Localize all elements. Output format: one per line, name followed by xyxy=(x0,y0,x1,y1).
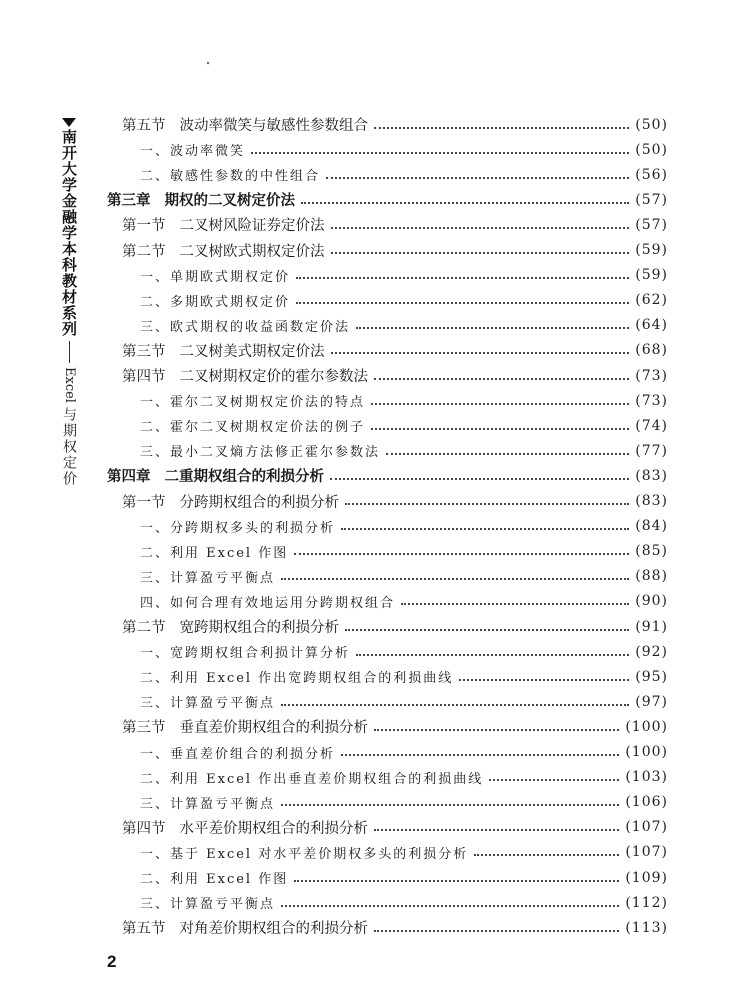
book-title xyxy=(59,367,79,487)
toc-entry-title: 二、霍尔二叉树期权定价法的例子 xyxy=(140,420,366,436)
running-header-vertical xyxy=(57,118,81,487)
dot-leader xyxy=(374,127,629,129)
toc-entry-sub[interactable] xyxy=(140,514,668,539)
toc-entry-page: (109) xyxy=(625,869,668,886)
toc-entry-title: 一、分跨期权多头的利损分析 xyxy=(140,520,336,536)
toc-entry-label xyxy=(140,567,275,586)
toc-entry-label xyxy=(122,340,325,361)
toc-entry-page: (100) xyxy=(625,718,668,735)
toc-entry-label xyxy=(140,667,453,686)
toc-entry-label xyxy=(140,592,395,611)
toc-entry-number: 第五节 xyxy=(122,921,166,938)
toc-entry-number: 第三章 xyxy=(107,193,151,210)
series-title: 南开大学金融学本科教材系列 xyxy=(60,129,78,337)
toc-entry-title: 一、波动率微笑 xyxy=(140,144,246,160)
dot-leader xyxy=(489,779,619,781)
toc-entry-title: 四、如何合理有效地运用分跨期权组合 xyxy=(140,595,396,611)
toc-entry-sub[interactable] xyxy=(140,639,668,664)
toc-entry-sub[interactable] xyxy=(140,539,668,564)
toc-entry-title: 波动率微笑与敏感性参数组合 xyxy=(179,118,368,134)
toc-entry-label xyxy=(140,517,335,536)
toc-entry-section[interactable] xyxy=(122,212,668,237)
toc-entry-title: 一、霍尔二叉树期权定价法的特点 xyxy=(140,395,366,411)
toc-entry-sub[interactable] xyxy=(140,162,668,187)
toc-entry-label xyxy=(122,817,368,838)
page-number: 2 xyxy=(107,952,117,971)
toc-entry-label xyxy=(140,893,275,912)
toc-entry-page: (97) xyxy=(635,693,668,710)
toc-entry-label xyxy=(140,542,288,561)
toc-entry-title: 一、宽跨期权组合利损计算分析 xyxy=(140,646,351,662)
dot-leader xyxy=(386,453,629,455)
dot-leader xyxy=(374,729,619,731)
toc-entry-sub[interactable] xyxy=(140,388,668,413)
toc-entry-page: (92) xyxy=(635,643,668,660)
toc-entry-label xyxy=(140,316,350,335)
toc-entry-sub[interactable] xyxy=(140,313,668,338)
dot-leader xyxy=(341,754,619,756)
toc-entry-number: 第三节 xyxy=(122,720,166,737)
toc-entry-chapter[interactable] xyxy=(107,463,668,488)
toc-entry-number: 第一节 xyxy=(122,218,166,235)
toc-entry-label xyxy=(140,868,288,887)
dot-leader xyxy=(281,804,619,806)
toc-entry-label xyxy=(122,240,325,261)
toc-entry-section[interactable] xyxy=(122,363,668,388)
dot-leader xyxy=(296,302,629,304)
dot-leader xyxy=(356,327,629,329)
toc-entry-page: (73) xyxy=(635,392,668,409)
toc-entry-title: 二、利用 Excel 作出垂直差价期权组合的利损曲线 xyxy=(140,771,484,787)
toc-entry-label xyxy=(140,843,468,862)
toc-entry-title: 三、计算盈亏平衡点 xyxy=(140,570,276,586)
toc-entry-label xyxy=(140,642,350,661)
toc-entry-label xyxy=(140,692,275,711)
toc-entry-section[interactable] xyxy=(122,714,668,739)
toc-entry-page: (57) xyxy=(635,191,668,208)
dot-leader xyxy=(294,880,619,882)
toc-entry-title: 二、多期欧式期权定价 xyxy=(140,294,291,310)
toc-entry-page: (113) xyxy=(625,919,668,936)
toc-entry-title: 分跨期权组合的利损分析 xyxy=(179,494,339,511)
toc-entry-label xyxy=(122,491,339,512)
toc-entry-title: 二、利用 Excel 作图 xyxy=(140,545,289,561)
toc-entry-label xyxy=(140,391,365,410)
toc-entry-page: (77) xyxy=(635,442,668,459)
toc-entry-title: 期权的二叉树定价法 xyxy=(164,193,295,210)
dot-leader xyxy=(331,352,630,354)
toc-entry-sub[interactable] xyxy=(140,689,668,714)
toc-entry-label xyxy=(140,743,335,762)
toc-entry-label xyxy=(122,365,368,386)
toc-entry-page: (50) xyxy=(635,116,668,133)
toc-entry-page: (103) xyxy=(625,769,668,786)
toc-entry-page: (107) xyxy=(625,844,668,861)
toc-entry-title: 二重期权组合的利损分析 xyxy=(164,469,324,486)
toc-entry-page: (59) xyxy=(635,242,668,258)
toc-entry-page: (68) xyxy=(635,342,668,359)
toc-entry-number: 第二节 xyxy=(122,620,166,636)
toc-entry-sub[interactable] xyxy=(140,740,668,765)
toc-entry-label xyxy=(122,716,368,737)
dot-leader xyxy=(374,829,619,831)
toc-entry-title: 二、敏感性参数的中性组合 xyxy=(140,169,321,185)
toc-entry-label xyxy=(140,291,290,310)
toc-entry-title: 二、利用 Excel 作出宽跨期权组合的利损曲线 xyxy=(140,671,454,687)
toc-entry-page: (91) xyxy=(635,618,668,635)
toc-entry-page: (85) xyxy=(635,543,668,560)
toc-entry-section[interactable] xyxy=(122,489,668,514)
toc-entry-sub[interactable] xyxy=(140,890,668,915)
toc-entry-section[interactable] xyxy=(122,815,668,840)
toc-entry-page: (56) xyxy=(635,166,668,183)
dot-leader xyxy=(331,227,630,229)
toc-entry-sub[interactable] xyxy=(140,840,668,865)
toc-entry-label xyxy=(140,140,245,159)
toc-entry-page: (100) xyxy=(625,744,668,760)
toc-entry-section[interactable] xyxy=(122,238,668,263)
toc-entry-title: 垂直差价期权组合的利损分析 xyxy=(179,720,368,737)
toc-entry-sub[interactable] xyxy=(140,263,668,288)
toc-entry-sub[interactable] xyxy=(140,564,668,589)
dot-leader xyxy=(459,679,629,681)
toc-entry-title: 三、计算盈亏平衡点 xyxy=(140,796,276,812)
toc-entry-label xyxy=(140,165,320,184)
dot-leader xyxy=(374,378,629,380)
toc-entry-title: 二叉树期权定价的霍尔参数法 xyxy=(179,369,368,385)
dot-leader xyxy=(326,177,629,179)
toc-entry-page: (107) xyxy=(625,819,668,836)
toc-entry-sub[interactable] xyxy=(140,438,668,463)
dot-leader xyxy=(401,603,629,605)
dot-leader xyxy=(371,428,629,430)
toc-entry-title: 二叉树风险证券定价法 xyxy=(179,218,325,235)
dot-leader xyxy=(341,528,629,530)
toc-entry-page: (112) xyxy=(625,894,668,911)
dot-leader xyxy=(331,252,630,254)
toc-entry-section[interactable] xyxy=(122,915,668,940)
dot-leader xyxy=(356,654,629,656)
dot-leader xyxy=(281,704,629,706)
dot-leader xyxy=(330,478,629,480)
toc-entry-page: (84) xyxy=(635,518,668,535)
toc-entry-label xyxy=(122,616,339,637)
dot-leader xyxy=(296,277,629,279)
toc-entry-title: 三、欧式期权的收益函数定价法 xyxy=(140,319,351,335)
dot-leader xyxy=(474,854,619,856)
toc-entry-page: (90) xyxy=(635,593,668,610)
dot-leader xyxy=(281,905,619,907)
toc-entry-title: 一、单期欧式期权定价 xyxy=(140,269,291,285)
dot-leader xyxy=(294,553,629,555)
toc-entry-sub[interactable] xyxy=(140,137,668,162)
toc-entry-sub[interactable] xyxy=(140,589,668,614)
toc-entry-number: 第五节 xyxy=(122,118,166,134)
toc-entry-title: 三、最小二叉熵方法修正霍尔参数法 xyxy=(140,445,381,461)
toc-entry-sub[interactable] xyxy=(140,765,668,790)
toc-entry-page: (88) xyxy=(635,568,668,585)
toc-entry-label xyxy=(140,441,380,460)
toc-entry-title: 二叉树欧式期权定价法 xyxy=(179,243,325,260)
dot-leader xyxy=(251,152,629,154)
toc-entry-section[interactable] xyxy=(122,112,668,137)
toc-entry-label xyxy=(140,416,365,435)
toc-entry-label xyxy=(122,917,368,938)
toc-entry-page: (62) xyxy=(635,292,668,309)
toc-entry-number: 第四章 xyxy=(107,469,151,486)
toc-entry-section[interactable] xyxy=(122,338,668,363)
toc-entry-section[interactable] xyxy=(122,614,668,639)
dot-leader xyxy=(371,403,629,405)
toc-entry-page: (74) xyxy=(635,417,668,434)
toc-entry-page: (57) xyxy=(635,216,668,233)
toc-entry-sub[interactable] xyxy=(140,413,668,438)
toc-entry-label xyxy=(140,266,290,285)
separator-dash xyxy=(69,341,70,363)
toc-entry-chapter[interactable] xyxy=(107,187,668,212)
toc-entry-number: 第四节 xyxy=(122,820,166,837)
toc-entry-title: 一、基于 Excel 对水平差价期权多头的利损分析 xyxy=(140,846,469,862)
book-title-cjk: 与期权定价 xyxy=(61,407,77,488)
dot-leader xyxy=(374,930,619,932)
toc-entry-page: (73) xyxy=(635,367,668,384)
scan-speck xyxy=(207,62,210,65)
toc-entry-page: (83) xyxy=(635,467,668,484)
toc-entry-number: 第四节 xyxy=(122,369,166,385)
toc-entry-title: 二叉树美式期权定价法 xyxy=(179,343,325,360)
toc-entry-page: (59) xyxy=(635,267,668,284)
toc-entry-number: 第二节 xyxy=(122,243,166,260)
toc-entry-page: (50) xyxy=(635,141,668,158)
dot-leader xyxy=(281,578,629,580)
toc-entry-label xyxy=(107,465,324,486)
toc-entry-page: (106) xyxy=(625,794,668,811)
dot-leader xyxy=(345,629,629,631)
toc-entry-page: (83) xyxy=(635,493,668,509)
toc-entry-page: (64) xyxy=(635,317,668,334)
toc-entry-title: 一、垂直差价组合的利损分析 xyxy=(140,746,336,762)
toc-entry-sub[interactable] xyxy=(140,288,668,313)
toc-entry-number: 第一节 xyxy=(122,494,166,511)
dot-leader xyxy=(301,202,629,204)
toc-entry-title: 宽跨期权组合的利损分析 xyxy=(179,620,339,636)
toc-entry-title: 三、计算盈亏平衡点 xyxy=(140,897,276,913)
toc-entry-label xyxy=(122,214,325,235)
toc-entry-title: 二、利用 Excel 作图 xyxy=(140,872,289,887)
toc-entry-label xyxy=(107,189,295,210)
toc-entry-number: 第三节 xyxy=(122,343,166,360)
dot-leader xyxy=(345,503,629,505)
toc-entry-sub[interactable] xyxy=(140,664,668,689)
toc-entry-page: (95) xyxy=(635,668,668,685)
toc-entry-label xyxy=(122,114,368,135)
toc-entry-sub[interactable] xyxy=(140,790,668,815)
toc-entry-title: 三、计算盈亏平衡点 xyxy=(140,696,276,712)
toc-entry-title: 水平差价期权组合的利损分析 xyxy=(179,820,368,837)
toc-entry-title: 对角差价期权组合的利损分析 xyxy=(179,921,368,938)
triangle-marker-icon xyxy=(62,118,76,127)
toc-entry-label xyxy=(140,793,275,812)
toc-entry-sub[interactable] xyxy=(140,865,668,890)
toc-entry-label xyxy=(140,768,483,787)
book-title-latin: Excel xyxy=(62,367,77,403)
